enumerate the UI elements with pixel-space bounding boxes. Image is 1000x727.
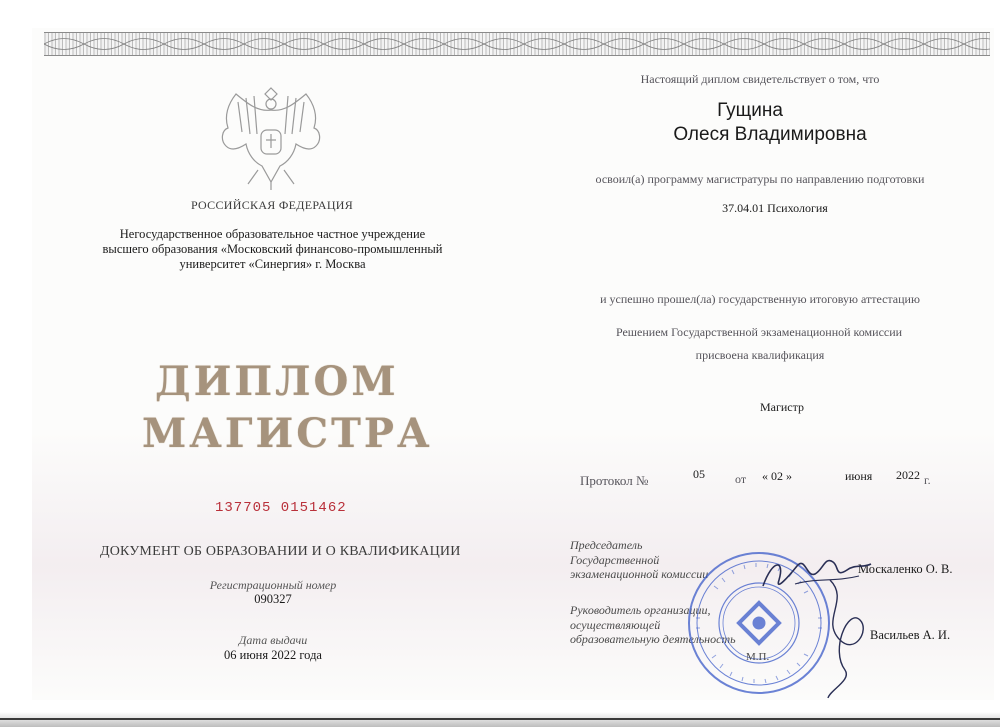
qualification-value: Магистр xyxy=(759,400,805,414)
page-bottom-edge xyxy=(0,718,1000,720)
organization-head-name: Васильев А. И. xyxy=(870,628,951,642)
head-signature-icon xyxy=(800,560,890,700)
graduate-given-names: Олеся Владимировна xyxy=(673,124,867,145)
program-mastered-text: освоил(а) программу магистратуры по направлению подготовки xyxy=(595,172,925,186)
institution-name: Негосударственное образовательное частное учреждение высшего образования «Московский финансово-промышленный университет «Синергия» г. Москва xyxy=(102,227,443,271)
graduate-surname: Гущина xyxy=(717,100,783,121)
registration-number-label: Регистрационный номер xyxy=(209,578,337,592)
protocol-number: 05 xyxy=(693,467,705,481)
protocol-year: 2022 xyxy=(896,468,920,482)
country-label: РОССИЙСКАЯ ФЕДЕРАЦИЯ xyxy=(190,198,354,212)
diploma-title-line1: ДИПЛОМ xyxy=(155,358,399,405)
document-type: ДОКУМЕНТ ОБ ОБРАЗОВАНИИ И О КВАЛИФИКАЦИИ xyxy=(100,544,461,559)
commission-decision-text: Решением Государственной экзаменационной комиссии xyxy=(615,325,903,339)
program-name: 37.04.01 Психология xyxy=(722,201,828,215)
year-suffix: г. xyxy=(924,473,931,487)
protocol-day: « 02 » xyxy=(762,469,792,483)
intro-text: Настоящий диплом свидетельствует о том, что xyxy=(640,72,880,86)
protocol-month: июня xyxy=(845,469,873,483)
diploma-title-line2: МАГИСТРА xyxy=(142,410,433,457)
serial-number: 137705 0151462 xyxy=(215,500,347,516)
issue-date: 06 июня 2022 года xyxy=(224,648,322,662)
decorative-border-band xyxy=(44,32,990,56)
qualification-assigned-text: присвоена квалификация xyxy=(695,348,825,362)
protocol-from-label: от xyxy=(735,472,747,486)
registration-number: 090327 xyxy=(254,592,292,606)
commission-chair-name: Москаленко О. В. xyxy=(858,562,953,576)
issue-date-label: Дата выдачи xyxy=(238,633,308,647)
protocol-label: Протокол № xyxy=(580,473,649,488)
stamp-place-label: М.П. xyxy=(746,651,770,663)
organization-head-label: Руководитель организации, осуществляющей образовательную деятельность xyxy=(570,603,736,646)
attestation-text: и успешно прошел(ла) государственную итоговую аттестацию xyxy=(600,292,920,306)
coat-of-arms-emblem-icon xyxy=(218,82,324,192)
commission-chair-label: Председатель Государственной экзаменационной комиссии xyxy=(570,538,709,581)
